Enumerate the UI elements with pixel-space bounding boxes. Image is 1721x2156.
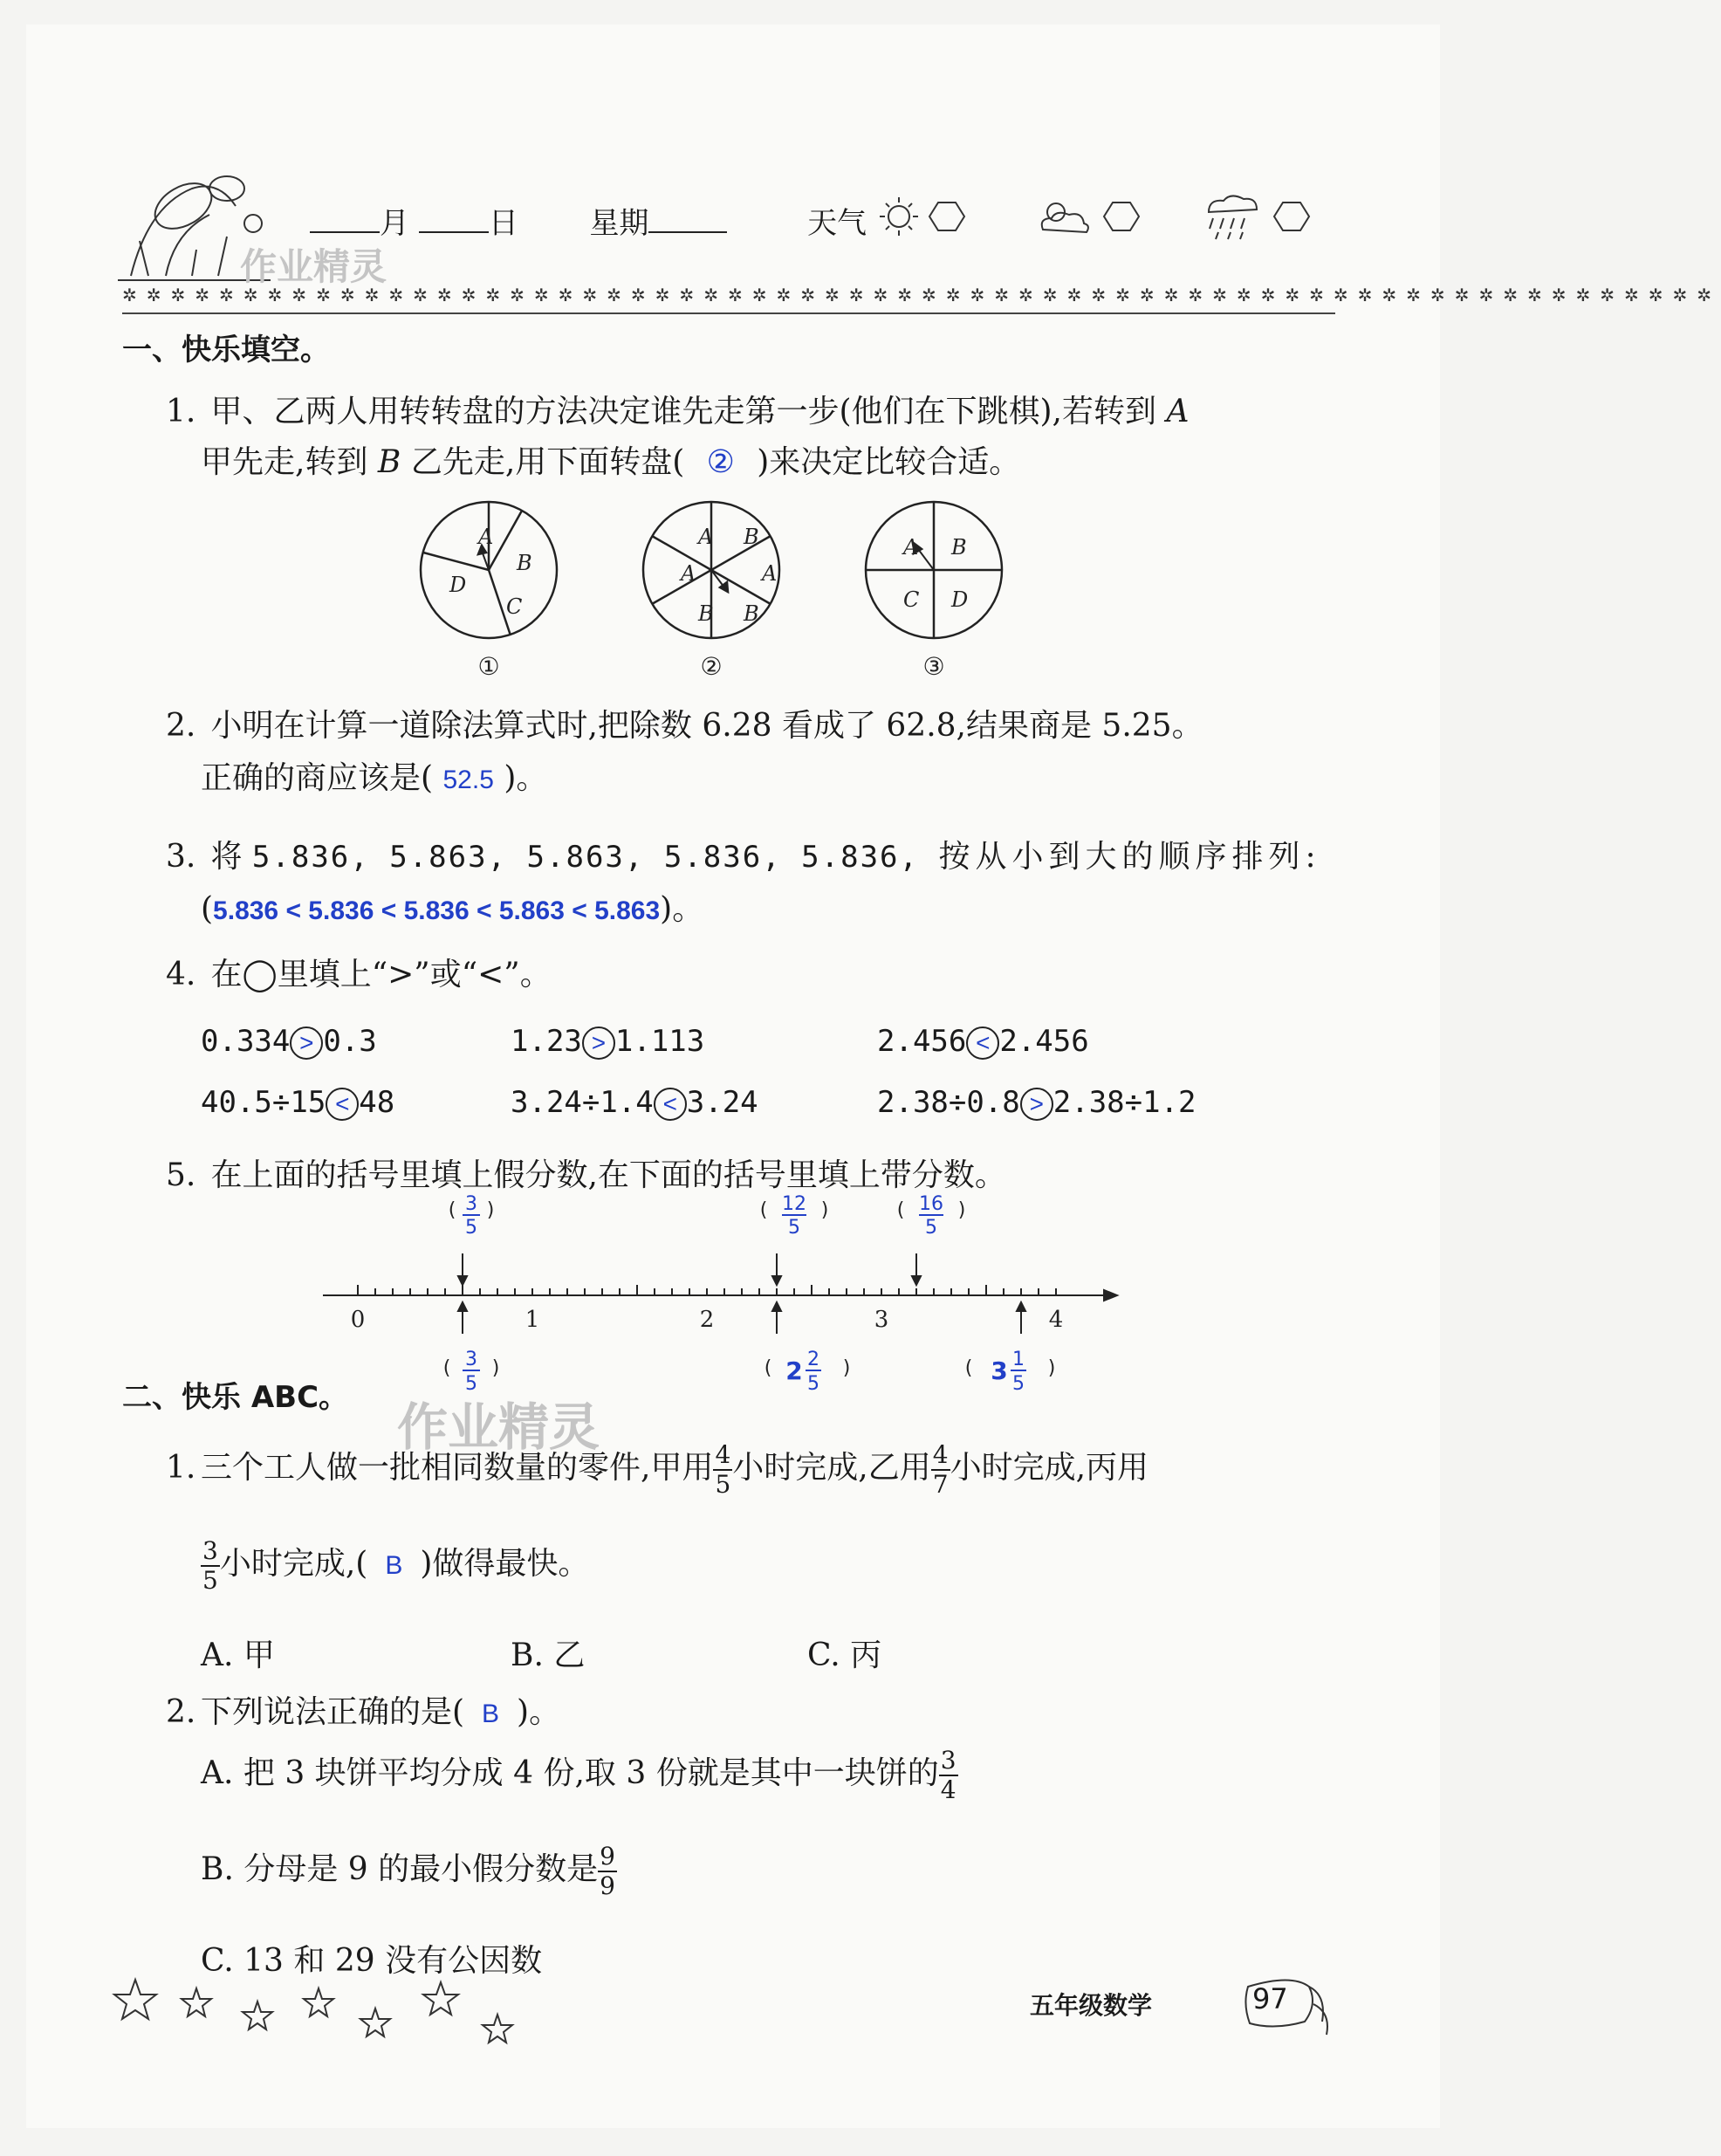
cloudy-checkbox-icon: [1104, 203, 1139, 230]
bot-paren-open-2: (: [764, 1357, 772, 1379]
q3-line1: 3. 将 5.836, 5.863, 5.863, 5.836, 5.836, 按从小到大的顺序排列:: [166, 839, 1321, 875]
q3-val-3: 5.863,: [526, 840, 645, 875]
star-icon-6: [423, 1982, 458, 2015]
s3-B: B: [951, 535, 967, 560]
axis-label-1: 1: [525, 1307, 540, 1333]
s1-D: D: [449, 573, 467, 597]
bot-paren-close-2: ): [842, 1357, 851, 1379]
s1-A: A: [478, 525, 494, 549]
s2-B1: B: [744, 525, 759, 549]
q3-answer[interactable]: 5.836 < 5.836 < 5.836 < 5.863 < 5.863: [213, 896, 661, 925]
q2-line1: 2. 小明在计算一道除法算式时,把除数 6.28 看成了 62.8,结果商是 5.25。: [166, 708, 1203, 744]
watermark-mid: 作业精灵: [397, 1397, 600, 1457]
s2-q2-option-a[interactable]: A. 把 3 块饼平均分成 4 份,取 3 份就是其中一块饼的 $\frac{3}{4}$: [201, 1746, 956, 1804]
top-ans-3-den: 5: [925, 1217, 937, 1239]
q3-val-2: 5.863,: [389, 840, 508, 875]
s2-q1-line1: 1. 三个工人做一批相同数量的零件,甲用 $\frac{4}{5}$ 小时完成,乙用 $\frac{4}{7}$ 小时完成,丙用: [166, 1440, 1149, 1499]
s2-A1: A: [698, 525, 714, 549]
bot-paren-open-1: (: [442, 1357, 451, 1379]
s2-q2-option-b[interactable]: B. 分母是 9 的最小假分数是 $\frac{9}{9}$: [201, 1842, 615, 1900]
s2-B3: B: [698, 601, 714, 626]
page-number: 97: [1252, 1982, 1288, 2015]
s2-q1-option-c[interactable]: C. 丙: [807, 1638, 882, 1673]
s2-B2: B: [744, 601, 759, 626]
q4-item-6: 2.38÷0.8 > 2.38÷1.2: [877, 1085, 1196, 1120]
footer-subject: 五年级数学: [1030, 1991, 1153, 2020]
week-label: 星期: [589, 206, 649, 241]
month-label: 月: [380, 206, 409, 241]
top-paren-close-2: ): [820, 1199, 829, 1221]
s3-A: A: [903, 535, 919, 560]
s2-q1-frac1: $\frac{4}{5}$: [715, 1440, 731, 1499]
week-blank[interactable]: [648, 205, 727, 233]
q4-sign-2[interactable]: >: [582, 1027, 615, 1060]
s3-C: C: [903, 587, 920, 612]
bot-paren-close-3: ): [1047, 1357, 1056, 1379]
section2-title: 二、快乐 ABC。: [122, 1380, 349, 1415]
footer-stars: [113, 1975, 567, 2054]
weather-icons: [877, 190, 1331, 243]
s2-A3: A: [681, 561, 696, 586]
top-ans-1-num: 3: [465, 1193, 477, 1215]
date-line: [310, 199, 867, 242]
bot-ans-1-den: 5: [465, 1373, 477, 1395]
q3-line2: (5.836 < 5.836 < 5.836 < 5.863 < 5.863)。: [201, 891, 704, 927]
spinner-3: [866, 502, 1002, 638]
cloudy-icon: [1042, 203, 1088, 232]
divider-stars: ✲✲✲✲✲✲✲✲✲✲✲✲✲✲✲✲✲✲✲✲✲✲✲✲✲✲✲✲✲✲✲✲✲✲✲✲✲✲✲✲✲✲✲✲✲✲✲✲✲✲✲✲✲✲✲✲✲✲✲✲✲✲✲✲✲✲: [122, 285, 1721, 306]
q2-line2: 正确的商应该是( 52.5 )。: [201, 760, 548, 796]
q3-val-4: 5.836,: [663, 840, 782, 875]
q4-item-1: 0.334 > 0.3: [201, 1024, 377, 1059]
s2-q1-frac3: $\frac{3}{5}$: [202, 1536, 218, 1595]
bot-ans-3-num: 1: [1012, 1349, 1025, 1370]
top-ans-2-den: 5: [788, 1217, 800, 1239]
q4-item-4: 40.5÷15 < 48: [201, 1085, 395, 1120]
star-icon-1: [114, 1980, 156, 2019]
section1-title: 一、快乐填空。: [122, 333, 330, 367]
spinner-1: [421, 502, 557, 638]
star-icon-7: [483, 2015, 512, 2043]
q4-sign-4[interactable]: <: [326, 1088, 359, 1121]
bot-ans-1-num: 3: [465, 1349, 477, 1370]
q2-answer[interactable]: 52.5: [442, 766, 494, 794]
s2-q2-option-c[interactable]: C. 13 和 29 没有公因数: [201, 1943, 543, 1979]
top-paren-open-2: (: [759, 1199, 768, 1221]
s2-q2-optA-frac: $\frac{3}{4}$: [940, 1746, 956, 1804]
q4-item-3: 2.456 < 2.456: [877, 1024, 1089, 1059]
day-blank[interactable]: [419, 205, 489, 233]
top-ans-2-num: 12: [782, 1193, 806, 1215]
s2-q1-line2: $\frac{3}{5}$ 小时完成,( B )做得最快。: [202, 1536, 590, 1595]
q5-title: 5. 在上面的括号里填上假分数,在下面的括号里填上带分数。: [166, 1157, 1006, 1193]
star-icon-3: [243, 2002, 272, 2029]
axis-label-4: 4: [1048, 1307, 1064, 1333]
top-ans-3-num: 16: [919, 1193, 943, 1215]
top-paren-open-3: (: [896, 1199, 905, 1221]
s2-q1-option-a[interactable]: A. 甲: [201, 1638, 275, 1673]
month-blank[interactable]: [310, 205, 380, 233]
worksheet-page: [26, 24, 1721, 2128]
top-ans-1-den: 5: [465, 1217, 477, 1239]
axis-label-0: 0: [350, 1307, 366, 1333]
bot-ans-2-num: 2: [807, 1349, 819, 1370]
spinner-label-3: ③: [922, 652, 945, 681]
star-icon-5: [360, 2008, 390, 2036]
weather-label: 天气: [807, 206, 867, 241]
q4-sign-6[interactable]: >: [1020, 1088, 1053, 1121]
s2-q1-option-b[interactable]: B. 乙: [511, 1638, 586, 1673]
s1-C: C: [506, 594, 523, 619]
spinner-label-1: ①: [477, 652, 500, 681]
star-icon-2: [182, 1988, 211, 2016]
bot-paren-close-1: ): [491, 1357, 500, 1379]
bot-paren-open-3: (: [964, 1357, 973, 1379]
number-line: [323, 1185, 1152, 1412]
q1-line2: 甲先走,转到 B 乙先走,用下面转盘( ② )来决定比较合适。: [201, 443, 1021, 480]
day-label: 日: [488, 206, 518, 241]
s2-q2-stem: 2. 下列说法正确的是( B )。: [166, 1694, 561, 1730]
rain-checkbox-icon: [1274, 203, 1309, 230]
axis-label-3: 3: [874, 1307, 889, 1333]
spinners: [419, 491, 1065, 701]
q1-answer[interactable]: ②: [706, 443, 735, 479]
axis-label-2: 2: [699, 1307, 715, 1333]
sun-icon: [880, 197, 918, 236]
star-icon-4: [304, 1988, 333, 2016]
top-paren-close-3: ): [957, 1199, 966, 1221]
rain-icon: [1209, 196, 1257, 239]
q4-sign-3[interactable]: <: [966, 1027, 999, 1060]
q4-item-5: 3.24÷1.4 < 3.24: [511, 1085, 758, 1120]
watermark-top: 作业精灵: [240, 245, 387, 288]
s3-D: D: [951, 587, 969, 612]
spinner-label-2: ②: [700, 652, 723, 681]
q3-val-5: 5.836,: [801, 840, 919, 875]
bot-ans-2-whole: 2: [785, 1356, 803, 1385]
s2-q2-optB-frac: $\frac{9}{9}$: [600, 1842, 615, 1900]
bot-ans-3-whole: 3: [991, 1356, 1008, 1385]
s1-B: B: [517, 551, 532, 575]
bot-ans-3-den: 5: [1012, 1373, 1025, 1395]
s2-q1-answer[interactable]: B: [385, 1551, 403, 1580]
divider-line: [122, 312, 1335, 314]
q4-sign-5[interactable]: <: [654, 1088, 687, 1121]
q4-item-2: 1.23 > 1.113: [511, 1024, 705, 1059]
q4-sign-1[interactable]: >: [290, 1027, 323, 1060]
q3-val-1: 5.836,: [251, 840, 370, 875]
q1-line1: 1. 甲、乙两人用转转盘的方法决定谁先走第一步(他们在下跳棋),若转到 A: [166, 394, 1190, 429]
s2-q1-frac2: $\frac{4}{7}$: [932, 1440, 949, 1499]
sunny-checkbox-icon: [929, 203, 964, 230]
top-paren-close-1: ): [486, 1199, 495, 1221]
top-paren-open-1: (: [448, 1199, 456, 1221]
q4-title: 4. 在◯里填上“>”或“<”。: [166, 957, 552, 992]
s2-q2-answer[interactable]: B: [482, 1699, 500, 1728]
s2-A2: A: [762, 561, 778, 586]
bot-ans-2-den: 5: [807, 1373, 819, 1395]
